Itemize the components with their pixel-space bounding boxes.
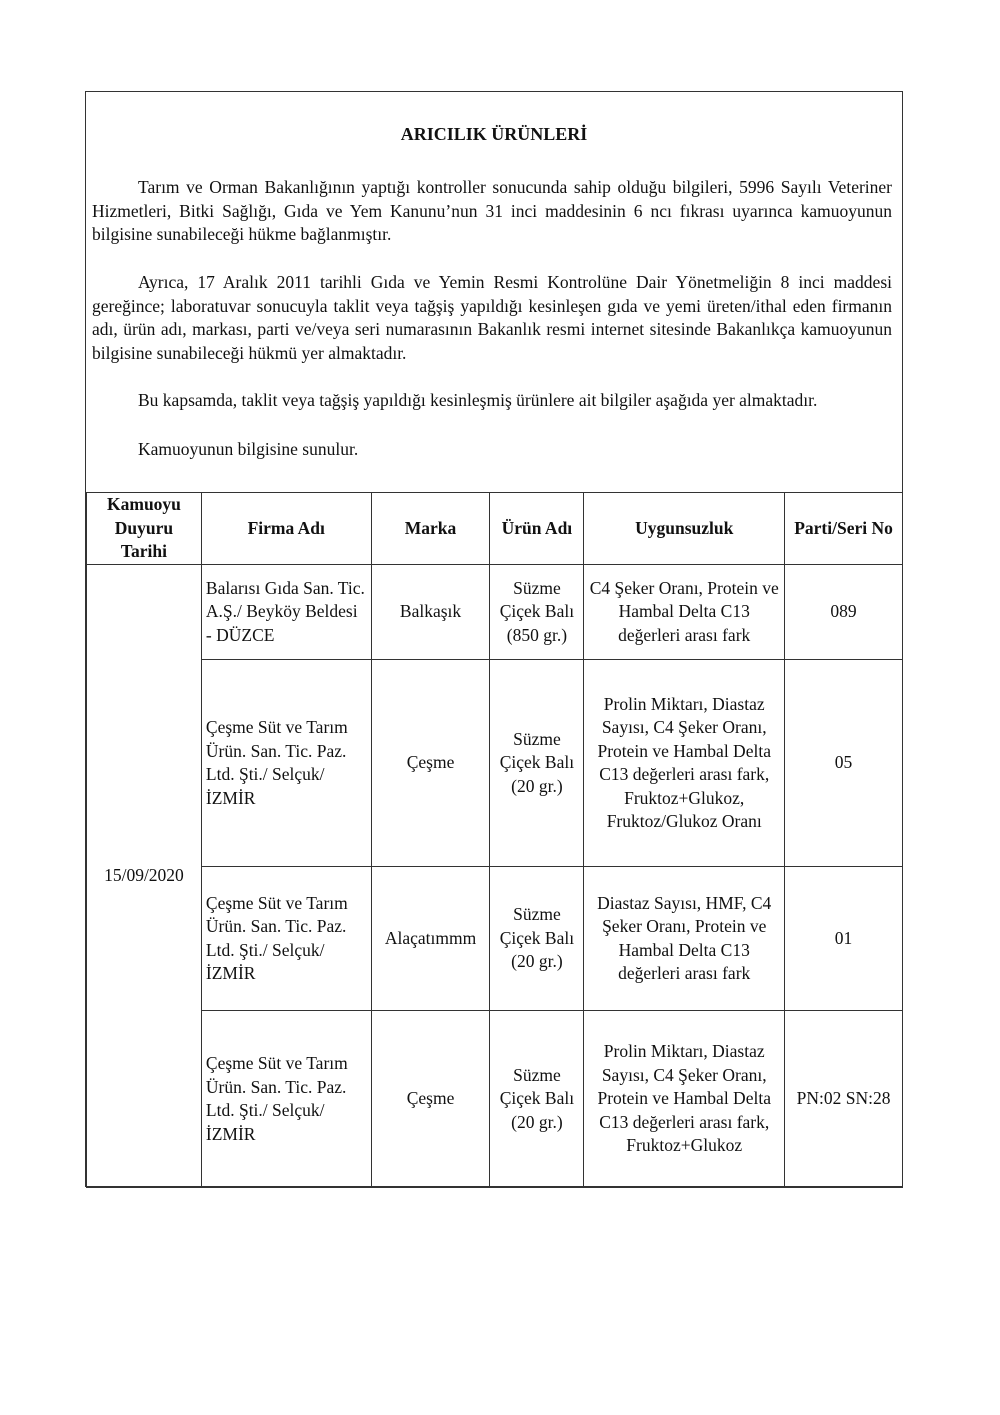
cell-firm: Çeşme Süt ve Tarım Ürün. San. Tic. Paz. Ltd. Şti./ Selçuk/İZMİR (201, 1011, 371, 1188)
cell-lot: 01 (785, 867, 903, 1011)
cell-product: Süzme Çiçek Balı (20 gr.) (490, 1011, 584, 1188)
intro-section (86, 92, 902, 493)
cell-brand: Balkaşık (371, 565, 490, 660)
table-header-row (87, 493, 903, 565)
cell-firm: Balarısı Gıda San. Tic. A.Ş./ Beyköy Beldesi - DÜZCE (201, 565, 371, 660)
cell-brand: Alaçatımmm (371, 867, 490, 1011)
cell-nonconformity: Prolin Miktarı, Diastaz Sayısı, C4 Şeker Oranı, Protein ve Hambal Delta C13 değerleri arası fark, Fruktoz+Glukoz (584, 1011, 785, 1188)
cell-product: Süzme Çiçek Balı (850 gr.) (490, 565, 584, 660)
paragraph-closing: Kamuoyunun bilgisine sunulur. (138, 439, 359, 459)
document-frame (85, 91, 903, 1187)
paragraph-legal-basis: Tarım ve Orman Bakanlığının yaptığı kontroller sonucunda sahip olduğu bilgileri, 5996 Sayılı Veteriner Hizmetleri, Bitki Sağlığı, Gıda ve Yem Kanunu’nun 31 inci maddesinin 6 ncı fıkrası uyarınca kamuoyunun bilgisine sunabileceği hükme bağlanmıştır. (92, 177, 892, 244)
header-firm: Firma Adı (201, 493, 371, 565)
cell-lot: PN:02 SN:28 (785, 1011, 903, 1188)
header-date: Kamuoyu Duyuru Tarihi (87, 493, 202, 565)
header-nonconformity: Uygunsuzluk (584, 493, 785, 565)
cell-product: Süzme Çiçek Balı (20 gr.) (490, 660, 584, 867)
table-row (87, 660, 903, 867)
cell-nonconformity: Prolin Miktarı, Diastaz Sayısı, C4 Şeker Oranı, Protein ve Hambal Delta C13 değerleri arası fark, Fruktoz+Glukoz, Fruktoz/Glukoz Oranı (584, 660, 785, 867)
products-table (86, 492, 903, 1188)
table-row (87, 867, 903, 1011)
cell-nonconformity: Diastaz Sayısı, HMF, C4 Şeker Oranı, Protein ve Hambal Delta C13 değerleri arası fark (584, 867, 785, 1011)
header-product: Ürün Adı (490, 493, 584, 565)
paragraph-regulation: Ayrıca, 17 Aralık 2011 tarihli Gıda ve Yemin Resmi Kontrolüne Dair Yönetmeliğin 8 inci maddesi gereğince; laboratuvar sonucuyla taklit veya tağşiş yapıldığı kesinleşen gıda ve yemi üreten/ithal eden firmanın adı, ürün adı, markası, parti ve/veya seri numarasının Bakanlık resmi internet sitesinde Bakanlıkça kamuoyunun bilgisine sunabileceği hükmü yer almaktadır. (92, 272, 892, 363)
cell-firm: Çeşme Süt ve Tarım Ürün. San. Tic. Paz. Ltd. Şti./ Selçuk/İZMİR (201, 867, 371, 1011)
cell-lot: 089 (785, 565, 903, 660)
page-title: ARICILIK ÜRÜNLERİ (400, 124, 588, 144)
cell-brand: Çeşme (371, 660, 490, 867)
cell-nonconformity: C4 Şeker Oranı, Protein ve Hambal Delta C13 değerleri arası fark (584, 565, 785, 660)
cell-lot: 05 (785, 660, 903, 867)
cell-product: Süzme Çiçek Balı (20 gr.) (490, 867, 584, 1011)
table-row (87, 1011, 903, 1188)
cell-brand: Çeşme (371, 1011, 490, 1188)
cell-date: 15/09/2020 (87, 565, 202, 1188)
header-brand: Marka (371, 493, 490, 565)
paragraph-scope: Bu kapsamda, taklit veya tağşiş yapıldığı kesinleşmiş ürünlere ait bilgiler aşağıda yer almaktadır. (138, 390, 818, 410)
header-lot: Parti/Seri No (785, 493, 903, 565)
cell-firm: Çeşme Süt ve Tarım Ürün. San. Tic. Paz. Ltd. Şti./ Selçuk/İZMİR (201, 660, 371, 867)
table-row (87, 565, 903, 660)
